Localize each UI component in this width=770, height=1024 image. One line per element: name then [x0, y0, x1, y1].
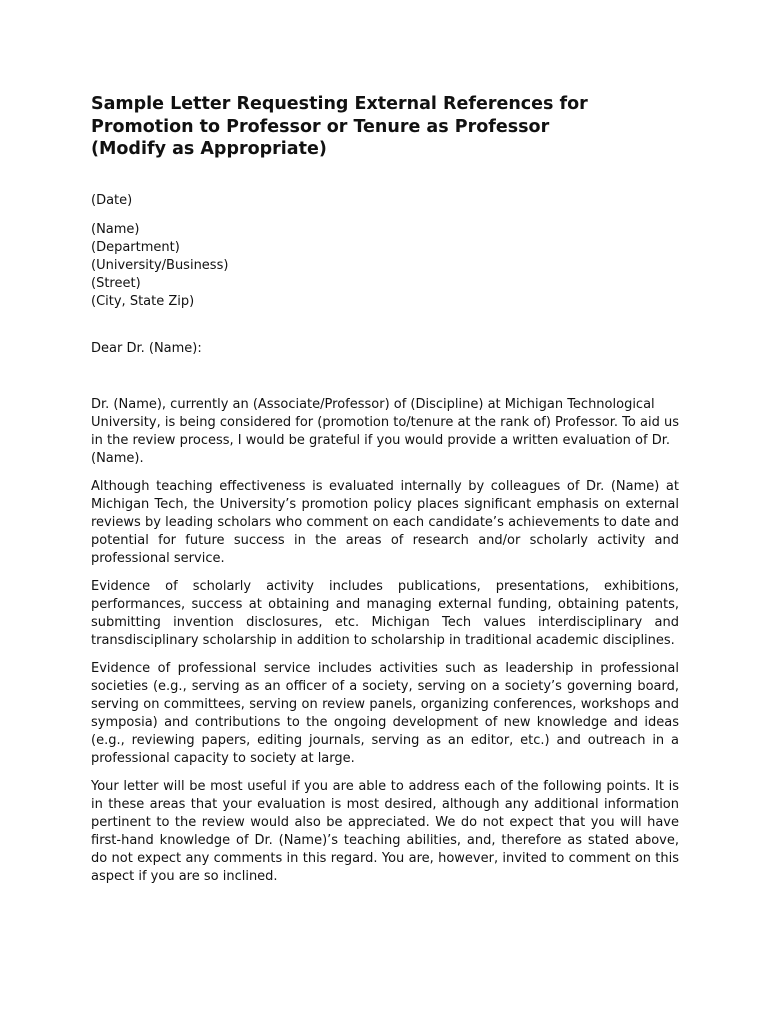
body-paragraph: Dr. (Name), currently an (Associate/Professor) of (Discipline) at Michigan Technological University, is being considered for (promotion to/tenure at the rank of) Professor. To aid us in the review process, I would be grateful if you would provide a written evaluation of Dr. (Name).: [91, 396, 679, 466]
address-line: (Street): [91, 275, 141, 291]
letter-date: (Date): [91, 192, 133, 208]
address-line: (University/Business): [91, 257, 229, 273]
title-line: (Modify as Appropriate): [91, 139, 327, 159]
body-paragraph: Evidence of scholarly activity includes publications, presentations, exhibitions, performances, success at obtaining and managing external funding, obtaining patents, submitting invention disclosures, etc. Michigan Tech values interdisciplinary and transdisciplinary scholarship in addition to scholarship in traditional academic disciplines.: [91, 578, 679, 648]
address-line: (Name): [91, 221, 140, 237]
address-line: (City, State Zip): [91, 293, 195, 309]
body-paragraph: Evidence of professional service includes activities such as leadership in professional societies (e.g., serving as an officer of a society, serving on a society’s governing board, serving on committees, serving on review panels, organizing conferences, workshops and symposia) and contributions to the ongoing development of new knowledge and ideas (e.g., reviewing papers, editing journals, serving as an editor, etc.) and outreach in a professional capacity to society at large.: [91, 660, 679, 766]
title-line: Sample Letter Requesting External References for: [91, 94, 588, 114]
recipient-address: [91, 221, 679, 311]
letter-title: [91, 93, 679, 161]
letter-page: [91, 93, 679, 886]
body-paragraph: Your letter will be most useful if you are able to address each of the following points. It is in these areas that your evaluation is most desired, although any additional information pertinent to the review would also be appreciated. We do not expect that you will have first-hand knowledge of Dr. (Name)’s teaching abilities, and, therefore as stated above, do not expect any comments in this regard. You are, however, invited to comment on this aspect if you are so inclined.: [91, 778, 679, 884]
address-line: (Department): [91, 239, 180, 255]
body-paragraph: Although teaching effectiveness is evaluated internally by colleagues of Dr. (Name) at Michigan Tech, the University’s promotion policy places significant emphasis on external reviews by leading scholars who comment on each candidate’s achievements to date and potential for future success in the areas of research and/or scholarly activity and professional service.: [91, 478, 679, 566]
title-line: Promotion to Professor or Tenure as Professor: [91, 116, 550, 137]
salutation: Dear Dr. (Name):: [91, 340, 202, 356]
